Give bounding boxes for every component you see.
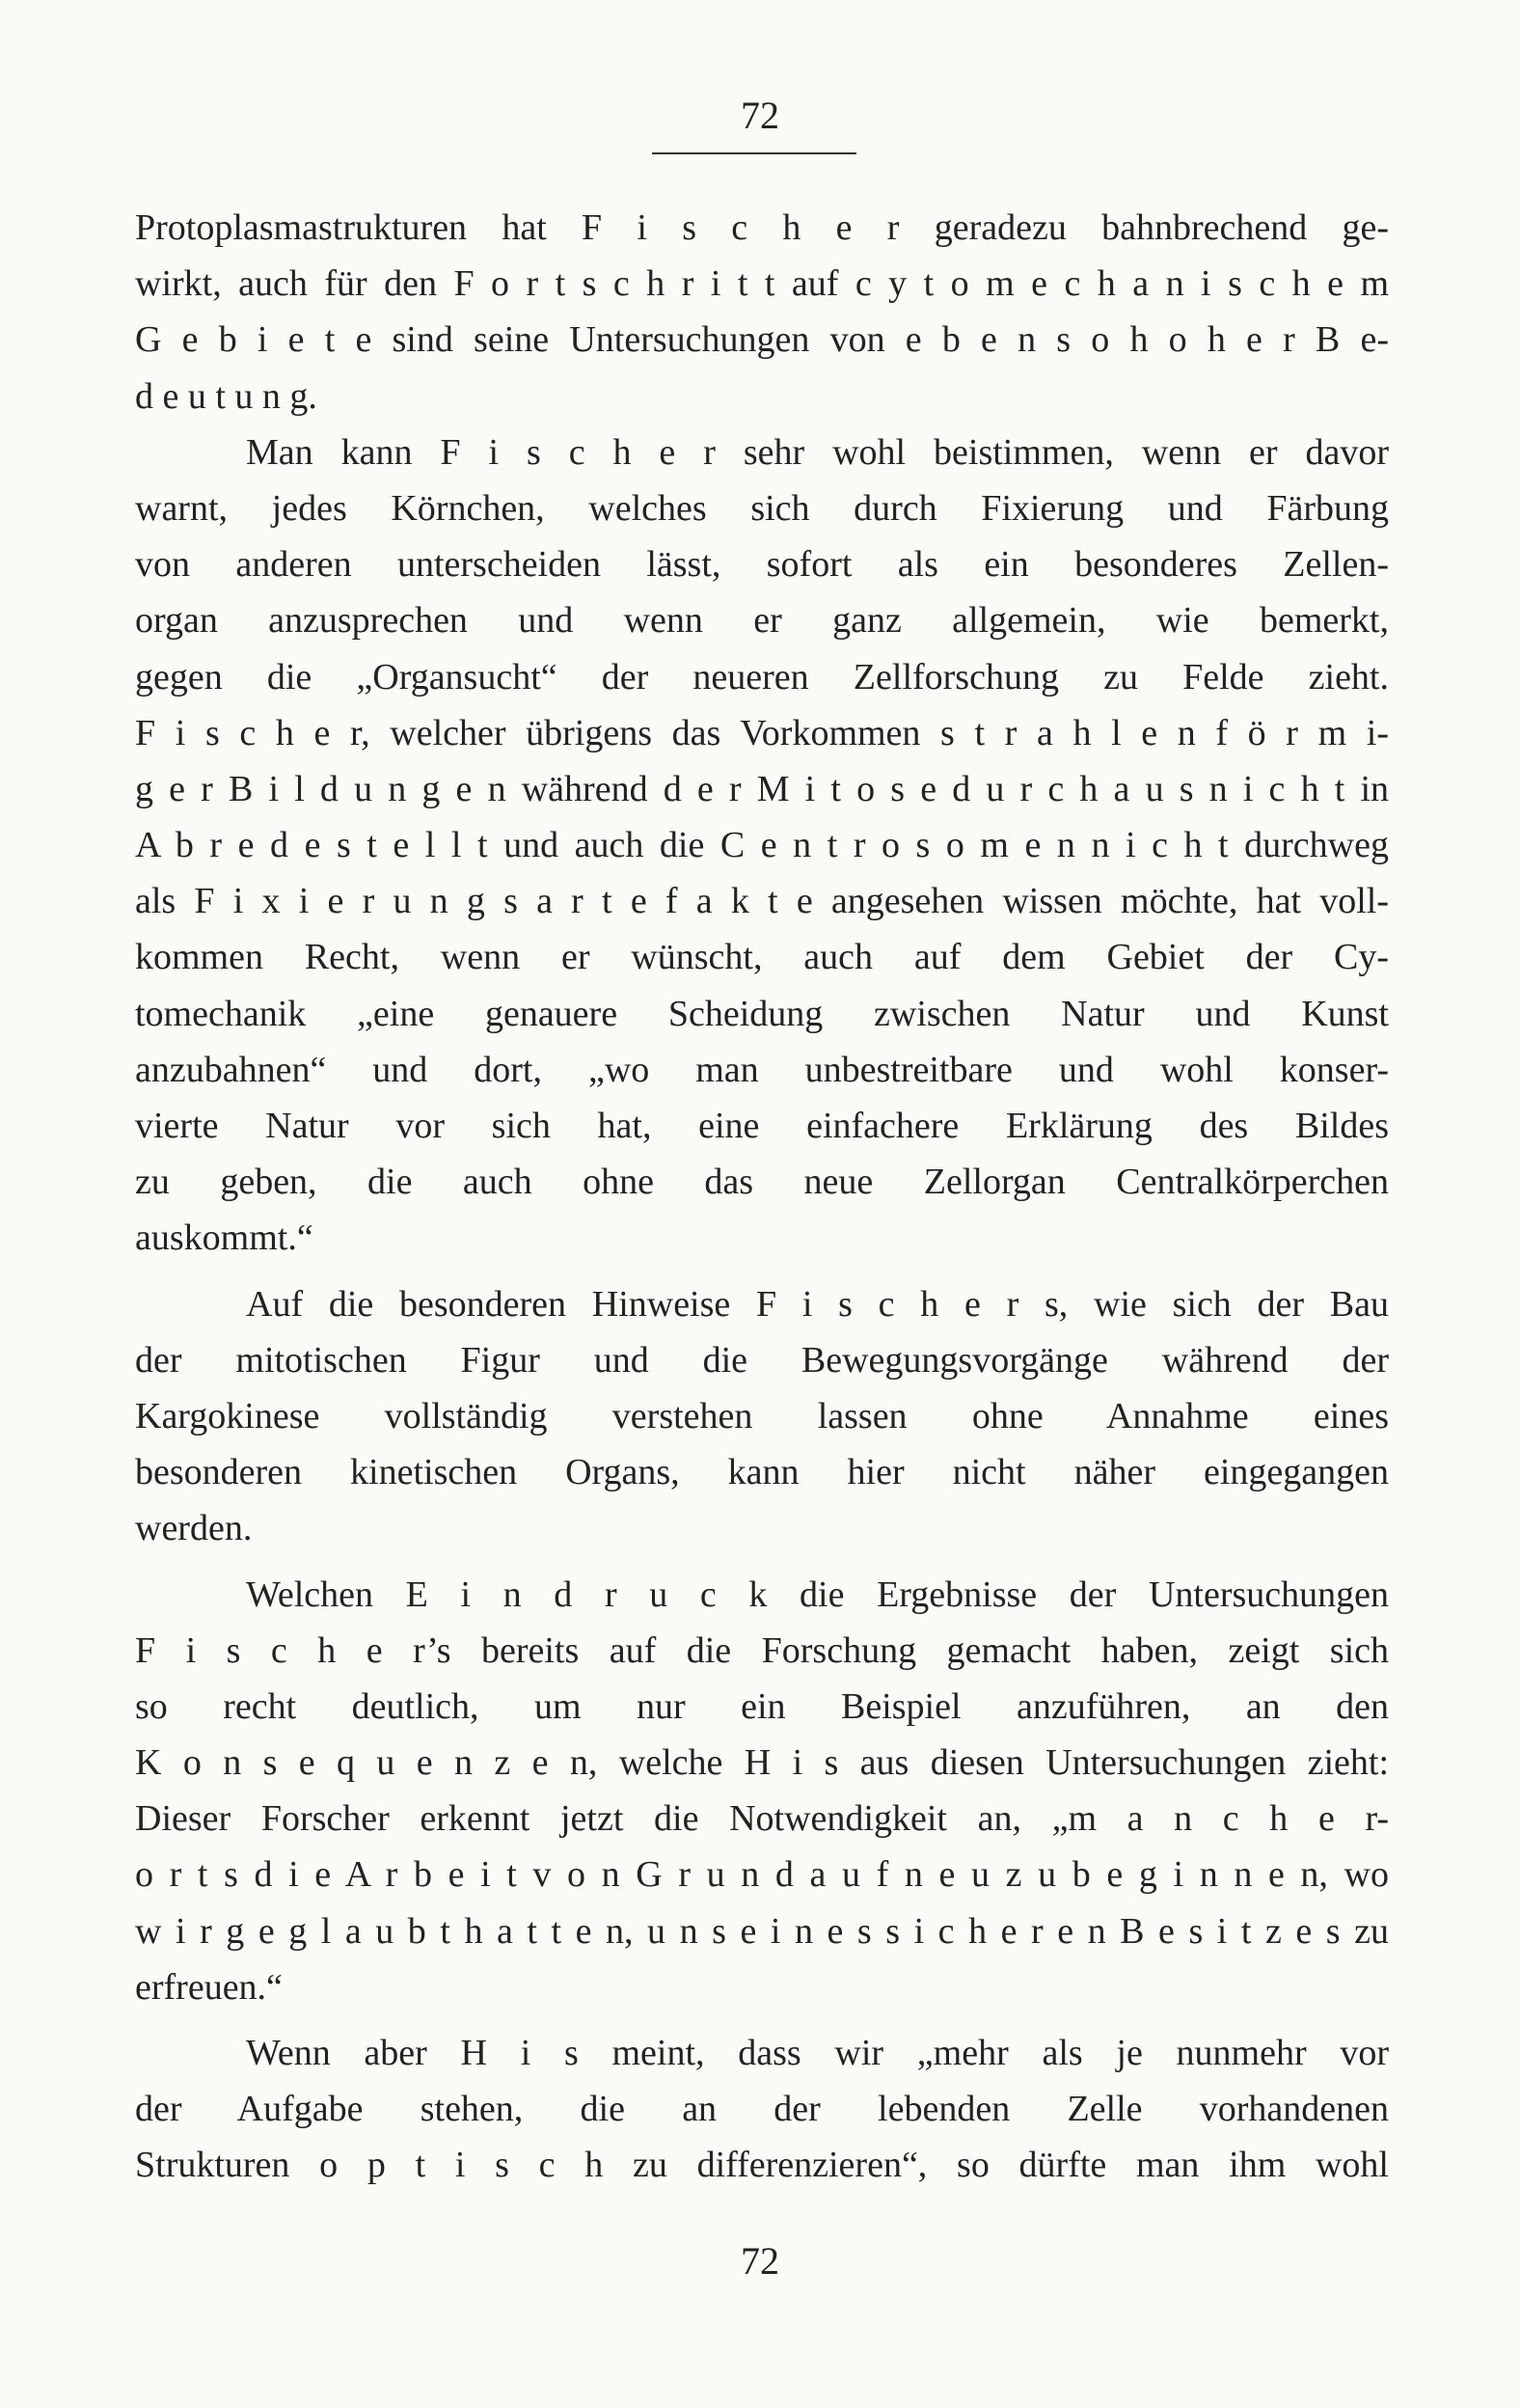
text-line: K o n s e q u e n z e n, welche H i s aus diesen Untersuchungen zieht: [135, 1742, 1389, 1784]
text-line: gegen die „Organsucht“ der neueren Zellforschung zu Felde zieht. [135, 656, 1389, 698]
text-line: von anderen unterscheiden lässt, sofort als ein besonderes Zellen- [135, 544, 1389, 586]
text-line: tomechanik „eine genauere Scheidung zwischen Natur und Kunst [135, 993, 1389, 1034]
text-line: vierte Natur vor sich hat, eine einfachere Erklärung des Bildes [135, 1106, 1389, 1146]
text-line: w i r g e g l a u b t h a t t e n, u n s e i n e s s i c h e r e n B e s i t z e s zu [135, 1910, 1389, 1952]
text-line: der mitotischen Figur und die Bewegungsvorgänge während der [135, 1339, 1389, 1381]
text-line: Protoplasmastrukturen hat F i s c h e r geradezu bahnbrechend ge- [135, 207, 1389, 248]
text-line: Dieser Forscher erkennt jetzt die Notwendigkeit an, „m a n c h e r- [135, 1798, 1389, 1840]
text-line: F i s c h e r’s bereits auf die Forschung gemacht haben, zeigt sich [135, 1629, 1389, 1671]
text-line: Strukturen o p t i s c h zu differenzieren“, so dürfte man ihm wohl [135, 2145, 1389, 2186]
text-line: auskommt.“ [135, 1218, 313, 1259]
paragraph-gap [135, 1557, 1389, 1567]
text-line: wirkt, auch für den F o r t s c h r i t t auf c y t o m e c h a n i s c h e m [135, 263, 1389, 305]
text-line: Kargokinese vollständig verstehen lassen ohne Annahme eines [135, 1395, 1389, 1437]
text-line: Auf die besonderen Hinweise F i s c h e r s, wie sich der Bau [246, 1283, 1389, 1325]
text-line: G e b i e t e sind seine Untersuchungen von e b e n s o h o h e r B e- [135, 319, 1389, 361]
text-line: Man kann F i s c h e r sehr wohl beistimmen, wenn er davor [246, 431, 1389, 473]
header-page-number: 72 [741, 94, 779, 137]
text-line: werden. [135, 1508, 253, 1549]
paragraph-gap [135, 1267, 1389, 1276]
text-line: erfreuen.“ [135, 1966, 283, 2008]
text-line: anzubahnen“ und dort, „wo man unbestreitbare und wohl konser- [135, 1049, 1389, 1090]
text-line: organ anzusprechen und wenn er ganz allgemein, wie bemerkt, [135, 600, 1389, 642]
text-line: als F i x i e r u n g s a r t e f a k t e angesehen wissen möchte, hat voll- [135, 881, 1389, 922]
text-line: der Aufgabe stehen, die an der lebenden Zelle vorhandenen [135, 2089, 1389, 2130]
text-line: zu geben, die auch ohne das neue Zellorgan Centralkörperchen [135, 1162, 1389, 1203]
paragraph-gap [135, 2015, 1389, 2025]
text-line: kommen Recht, wenn er wünscht, auch auf dem Gebiet der Cy- [135, 937, 1389, 978]
text-line: A b r e d e s t e l l t und auch die C e n t r o s o m e n n i c h t durchweg [135, 825, 1389, 866]
text-line: warnt, jedes Körnchen, welches sich durch Fixierung und Färbung [135, 487, 1389, 529]
header-rule [652, 152, 856, 154]
text-line: Wenn aber H i s meint, dass wir „mehr als je nunmehr vor [246, 2033, 1389, 2073]
text-line: Welchen E i n d r u c k die Ergebnisse der Untersuchungen [246, 1573, 1389, 1615]
text-line: g e r B i l d u n g e n während d e r M i t o s e d u r c h a u s n i c h t in [135, 768, 1389, 809]
text-line: so recht deutlich, um nur ein Beispiel anzuführen, an den [135, 1685, 1389, 1727]
text-line: d e u t u n g. [135, 375, 317, 417]
footer-page-number: 72 [741, 2239, 779, 2283]
text-line: besonderen kinetischen Organs, kann hier nicht näher eingegangen [135, 1452, 1389, 1493]
body-text [135, 200, 1389, 2194]
text-line: o r t s d i e A r b e i t v o n G r u n d a u f n e u z u b e g i n n e n, wo [135, 1854, 1389, 1896]
text-line: F i s c h e r, welcher übrigens das Vorkommen s t r a h l e n f ö r m i- [135, 712, 1389, 753]
